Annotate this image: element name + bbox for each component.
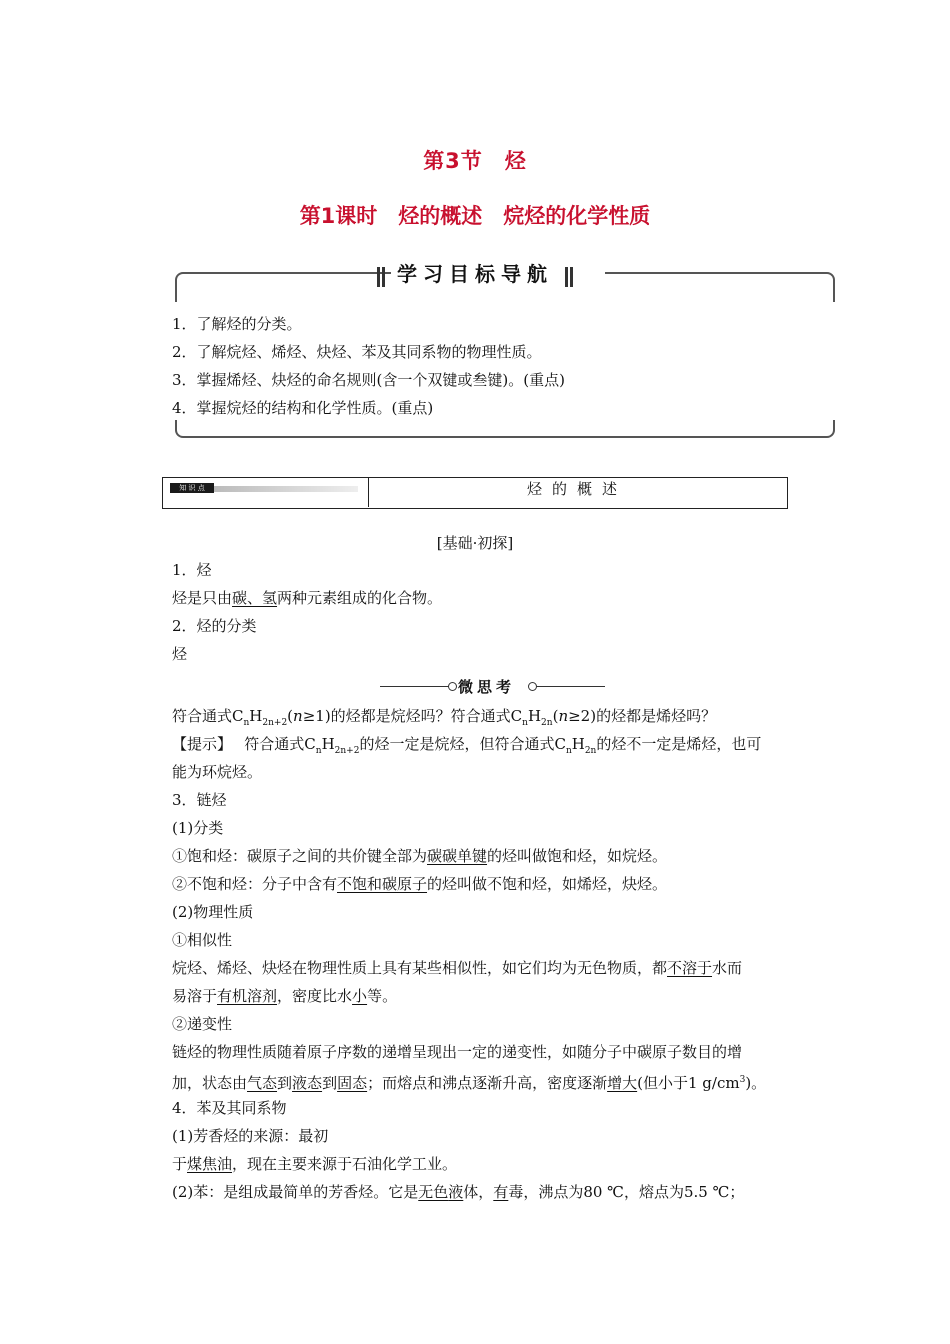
think-heading xyxy=(380,676,605,696)
goals-frame-bottom xyxy=(175,420,835,438)
goals-heading xyxy=(0,258,950,287)
heading-3: 3．链烃 xyxy=(172,791,227,809)
paragraph: 烃 xyxy=(172,645,188,663)
heading-1: 1．烃 xyxy=(172,561,212,579)
section-title: 第3节 烃 xyxy=(423,149,527,173)
heading-4: 4．苯及其同系物 xyxy=(172,1099,287,1117)
item: ①相似性 xyxy=(172,931,233,949)
paragraph: 烃是只由碳、氢两种元素组成的化合物。 xyxy=(172,589,443,607)
hint-continued: 能为环烷烃。 xyxy=(172,763,263,781)
goal-item: 3．掌握烯烃、炔烃的命名规则(含一个双键或叁键)。(重点) xyxy=(172,371,565,389)
paragraph: 易溶于有机溶剂，密度比水小等。 xyxy=(172,987,398,1005)
paragraph: (2)苯：是组成最简单的芳香烃。它是无色液体，有毒，沸点为80 ℃，熔点为5.5 ℃； xyxy=(172,1183,745,1201)
lesson-title: 第1课时 烃的概述 烷烃的化学性质 xyxy=(299,204,651,228)
goals-heading-text: 学习目标导航 xyxy=(391,262,559,286)
item: ①饱和烃：碳原子之间的共价键全部为碳碳单键的烃叫做饱和烃，如烷烃。 xyxy=(172,847,668,865)
heading-2: 2．烃的分类 xyxy=(172,617,257,635)
goal-item: 2．了解烷烃、烯烃、炔烃、苯及其同系物的物理性质。 xyxy=(172,343,542,361)
think-heading-text: 微思考 xyxy=(458,678,516,696)
paragraph: 于煤焦油，现在主要来源于石油化学工业。 xyxy=(172,1155,458,1173)
subheading: (1)芳香烃的来源：最初 xyxy=(172,1127,329,1145)
basics-label: [基础·初探] xyxy=(436,534,514,552)
subheading: (2)物理性质 xyxy=(172,903,254,921)
question: 符合通式$C_nH_{2n+2}(n\ge 1)$的烃都是烷烃吗？符合通式$C_nH_{2n}(n\ge 2)$的烃都是烯烃吗？ xyxy=(172,707,717,728)
tag-gradient-bar xyxy=(214,486,358,492)
goal-item: 4．掌握烷烃的结构和化学性质。(重点) xyxy=(172,399,434,417)
hint: 【提示】 符合通式$C_nH_{2n+2}$的烃一定是烷烃，但符合通式$C_nH_{2n}$的烃不一定是烯烃，也可 xyxy=(172,735,762,756)
item: ②递变性 xyxy=(172,1015,233,1033)
paragraph: 烷烃、烯烃、炔烃在物理性质上具有某些相似性，如它们均为无色物质，都不溶于水而 xyxy=(172,959,743,977)
goal-item: 1．了解烃的分类。 xyxy=(172,315,302,333)
knowledge-point-tag: 知 识 点 xyxy=(170,483,214,493)
paragraph: 链烃的物理性质随着原子序数的递增呈现出一定的递变性，如随分子中碳原子数目的增 xyxy=(172,1043,743,1061)
paragraph: 加，状态由气态到液态到固态；而熔点和沸点逐渐升高，密度逐渐增大(但小于1 $g/cm^3$)。 xyxy=(172,1074,767,1092)
item: ②不饱和烃：分子中含有不饱和碳原子的烃叫做不饱和烃，如烯烃，炔烃。 xyxy=(172,875,668,893)
section-box-title: 烃的概述 xyxy=(526,480,627,498)
subheading: (1)分类 xyxy=(172,819,224,837)
